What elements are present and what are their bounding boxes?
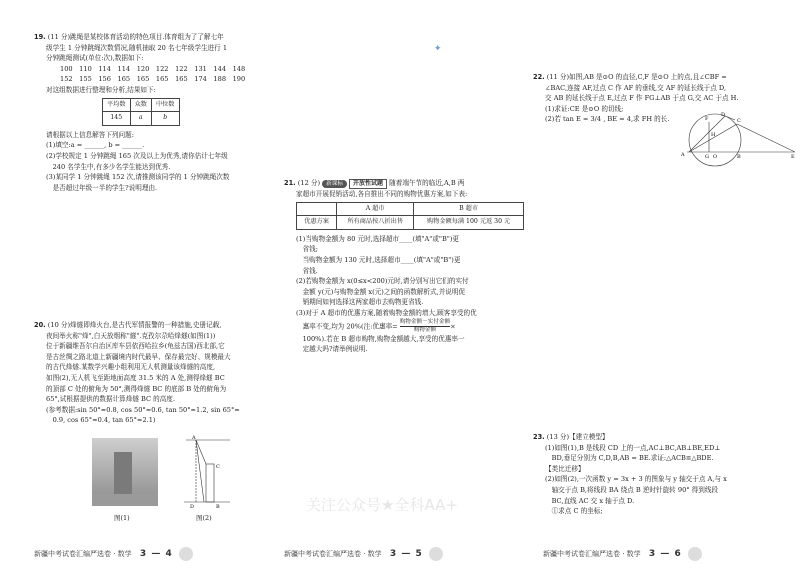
q23-transfer: 【类比迁移】 [545, 464, 585, 473]
svg-text:A: A [192, 435, 196, 441]
table-header [297, 202, 337, 216]
drone-angle-diagram [180, 434, 234, 510]
data-row-2: 152 155 156 165 165 165 165 174 188 190 [60, 75, 246, 84]
page-number: 3 — 5 [389, 549, 423, 559]
logo-badge-icon [688, 547, 702, 561]
decoration-icon: ✦ [434, 44, 442, 54]
watermark: 关注公众号★全科AA+ [306, 496, 458, 514]
q19-line-2: 分钟跳绳测试(单位:次),数据如下: [46, 54, 144, 63]
question-number: 19. [34, 33, 46, 41]
q21-line-first: 随着端午节的临近,A,B 两 [389, 179, 465, 187]
q22-line-2: 交 AB 的延长线于点 E,过点 F 作 FG⊥AB 于点 G,交 AC 于点 H. [545, 94, 739, 103]
q20-line-3: 是古丝绸之路北道上新疆境内时代最早、保存最完好、规模最大 [46, 352, 231, 361]
q20-line-4: 的古代烽燧.某数学兴趣小组利用无人机测量该烽燧的高度, [46, 363, 216, 372]
svg-text:O: O [713, 154, 718, 160]
svg-text:D: D [190, 504, 195, 510]
figure-1-caption: 图(1) [114, 514, 130, 522]
new-standard-tag: 新课标 [322, 180, 347, 188]
table-row-label: 优惠方案 [297, 216, 337, 230]
q20-ref-1: 0.9, cos 65°≈0.4, tan 65°≈2.1) [46, 416, 156, 425]
q19-sub-5: 是否超过年级一半的学生?说明理由. [46, 183, 158, 192]
discount-fraction [400, 319, 450, 334]
q21-sub-4: (2)若购物金额为 x(0≤x<200)元时,请分别写出它们的实付 [296, 277, 469, 286]
q20-line-7: 65°,试根据提供的数据计算烽燧 BC 的高度. [46, 395, 175, 404]
table-cell: a [130, 112, 151, 126]
svg-text:C: C [216, 464, 220, 470]
data-row-1: 100 110 114 114 120 122 122 131 144 148 [60, 64, 246, 73]
q23-line-0: (1)如图(1),B 是线段 CD 上的一点,AC⊥BC,AB⊥BE,ED⊥ [545, 443, 721, 452]
q21-sub-2: 当购物金额为 130 元时,选择超市____(填"A"或"B")更 [296, 255, 461, 264]
q20-line-5: 如图(2),无人机飞至距地面高度 31.5 米的 A 处,测得烽燧 BC [46, 373, 225, 382]
tower-shape [114, 452, 132, 498]
footer-title: 新疆中考试卷汇编严选卷 · 数学 [284, 550, 382, 558]
svg-text:G: G [705, 154, 709, 160]
q23-line2-3: ①求点 C 的坐标; [545, 507, 603, 516]
table-header: 众数 [130, 98, 151, 112]
table-cell: b [151, 112, 179, 126]
svg-text:A: A [681, 152, 685, 158]
stats-table [102, 98, 180, 126]
column-right [533, 0, 800, 569]
q23-line2-1: 轴交于点 B,将线段 BA 绕点 B 逆时针旋转 90° 得到线段 [545, 485, 719, 494]
table-header: 中位数 [151, 98, 179, 112]
promotion-table [296, 202, 524, 230]
q20-line-6: 的顶部 C 处的俯角为 50°,测得烽燧 BC 的底部 B 处的俯角为 [46, 384, 227, 393]
q21-line-1: 家超市开展促销活动,各自推出不同的购物优惠方案,如下表: [296, 190, 468, 198]
svg-text:E: E [791, 154, 795, 160]
fraction-denominator: 购物金额 [413, 326, 437, 333]
q20-line-0: (10 分)烽燧即烽火台,是古代军情报警的一种措施,史册记载, [47, 321, 222, 329]
q23-line2-0: (2)如图(2),一次函数 y = 3x + 3 的图象与 y 轴交于点 A,与 x [545, 475, 727, 484]
footer-left [34, 547, 193, 561]
svg-text:H: H [711, 132, 716, 138]
open-question-tag: 开放性试题 [349, 179, 387, 189]
q22-line-1: ∠BAC,连接 AF,过点 C 作 AF 的垂线,交 AF 的延长线于点 D, [545, 83, 727, 92]
q21-sub-9: 100%).若在 B 超市购物,购物金额越大,享受的优惠率一 [296, 334, 465, 343]
q23-line-1: BD,垂足分别为 C,D,B,AB = BE.求证:△ACB≌△BDE. [545, 454, 714, 463]
svg-text:B: B [216, 504, 220, 510]
question-21 [284, 178, 530, 355]
footer-right [543, 547, 702, 561]
circle-tangent-diagram [679, 112, 799, 168]
ground-shape [92, 494, 158, 506]
table-cell-b: 购物金额每满 100 元返 30 元 [414, 216, 524, 230]
question-23 [533, 432, 800, 517]
footer-title: 新疆中考试卷汇编严选卷 · 数学 [34, 550, 132, 558]
q19-line-0: (11 分)跳绳是某校体育活动的特色项目.体育组为了了解七年 [47, 33, 224, 41]
svg-text:B: B [737, 154, 741, 160]
column-left [0, 0, 263, 569]
footer-middle [284, 547, 443, 561]
q22-sub-1: (2)若 tan E = 3/4 , BE = 4,求 FH 的长. [545, 115, 670, 124]
page-number: 3 — 4 [139, 549, 173, 559]
question-number: 22. [533, 73, 545, 81]
q22-line-0: (11 分)如图,AB 是⊙O 的直径,C,F 是⊙O 上的点,且∠CBF = [546, 73, 727, 81]
q23-head: (13 分)【建立模型】 [546, 433, 609, 441]
q21-head: (12 分) [297, 179, 321, 187]
q19-sub-1: (1)填空:a = ______, b = ______. [46, 141, 145, 150]
q21-sub-8 [284, 319, 530, 334]
svg-text:F: F [705, 116, 709, 122]
q21-sub-7: (3)对于 A 超市的优惠方案,随着购物金额的增大,顾客享受的优 [296, 308, 477, 317]
q20-line-1: 夜间举火称"烽",白天放烟称"燧".克孜尔尕哈烽燧(如图(1)) [46, 331, 216, 340]
q21-sub-5: 金额 y(元)与购物金额 x(元)之间的函数解析式,并说明促 [296, 287, 466, 296]
times-sign: × [450, 322, 456, 331]
q19-sub-4: (3)某同学 1 分钟跳绳 152 次,请推测该同学的 1 分钟跳绳次数 [46, 173, 230, 182]
table-cell-a: 所有商品按八折出售 [337, 216, 414, 230]
question-number: 20. [34, 321, 46, 329]
q19-sub-0: 请根据以上信息解答下列问题: [46, 130, 134, 139]
table-header: A 超市 [337, 202, 414, 216]
q21-sub-0: (1)当购物金额为 80 元时,选择超市____(填"A"或"B")更 [296, 234, 459, 243]
question-20 [34, 320, 262, 426]
q19-sub-2: (2)学校规定 1 分钟跳绳 165 次及以上为优秀,请你估计七年级 [46, 151, 228, 160]
question-number: 21. [284, 179, 296, 187]
q19-sub-3: 240 名学生中,有多少名学生能达到优秀. [46, 162, 171, 171]
fraction-numerator: 购物金额－实付金额 [399, 318, 451, 325]
beacon-tower-photo [92, 438, 158, 506]
table-header: B 超市 [414, 202, 524, 216]
svg-text:C: C [737, 118, 741, 124]
q22-sub-0: (1)求证:CE 是⊙O 的切线; [545, 104, 624, 113]
table-header: 平均数 [103, 98, 131, 112]
svg-text:D: D [721, 112, 726, 118]
page-number: 3 — 6 [648, 549, 682, 559]
table-cell: 145 [103, 112, 131, 126]
q21-rate-text: 惠率不变,均为 20%(注:优惠率= [296, 322, 398, 331]
logo-badge-icon [429, 547, 443, 561]
q21-sub-3: 省钱. [296, 266, 318, 275]
q21-sub-6: 销期间如何选择这两家超市去购物更省钱. [296, 298, 424, 307]
q23-line2-2: BC,直线 AC 交 x 轴于点 D. [545, 496, 635, 505]
column-middle [268, 0, 530, 569]
figure-2-caption: 图(2) [196, 514, 212, 522]
question-19 [34, 32, 262, 193]
q21-sub-10: 定越大吗?请举例说明. [296, 345, 368, 354]
question-number: 23. [533, 433, 545, 441]
q19-after: 对这组数据进行整理和分析,结果如下: [46, 85, 156, 94]
footer-title: 新疆中考试卷汇编严选卷 · 数学 [543, 550, 641, 558]
q21-sub-1: 省钱; [296, 245, 319, 254]
q20-line-2: 位于新疆维吾尔自治区库车县依西哈拉乡(龟兹古国)西北部,它 [46, 342, 225, 351]
q20-ref-0: (参考数据:sin 50°≈0.8, cos 50°≈0.6, tan 50°≈1.2, sin 65°≈ [46, 405, 240, 414]
logo-badge-icon [179, 547, 193, 561]
q19-line-1: 级学生 1 分钟跳绳次数情况,随机抽取 20 名七年级学生进行 1 [46, 43, 228, 52]
